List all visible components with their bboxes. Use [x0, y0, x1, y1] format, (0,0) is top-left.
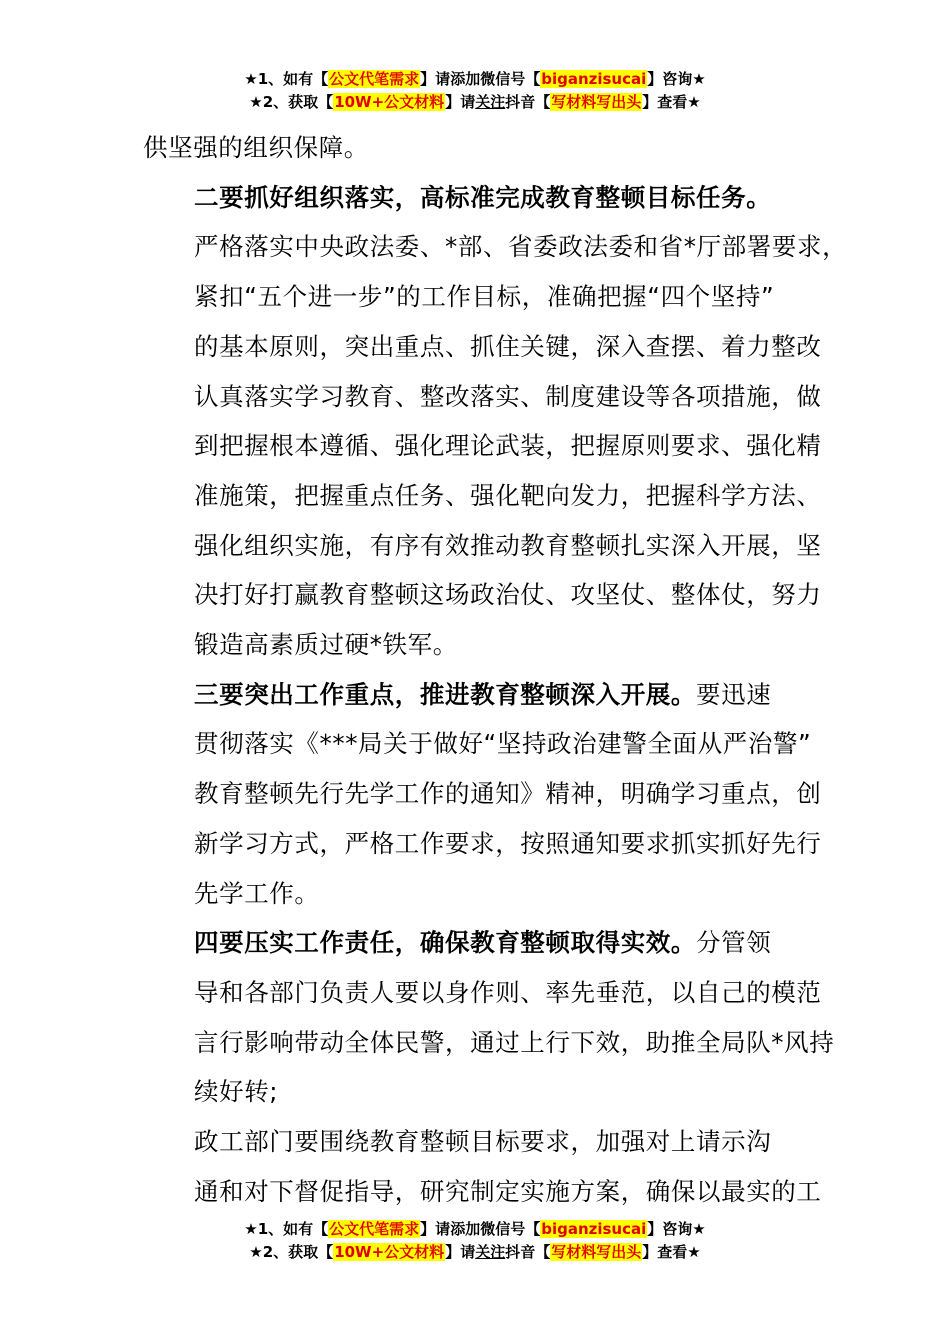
paragraph-heading: 四要压实工作责任，确保教育整顿取得实效。: [194, 928, 696, 958]
banner-highlight: 公文代笔需求: [329, 1220, 420, 1238]
banner-highlight: 写材料写出头: [551, 93, 642, 111]
paragraph-5: 政工部门要围绕教育整顿目标要求，加强对上请示沟 通和对下督促指导，研究制定实施方案，确保以最实的工: [194, 1127, 822, 1206]
banner-highlight: 写材料写出头: [551, 1243, 642, 1261]
banner-highlight: 10W+公文材料: [334, 93, 445, 111]
paragraph-2: 二要抓好组织落实，高标准完成教育整顿目标任务。 严格落实中央政法委、*部、省委政法委和省*厅部署要求， 紧扣“五个进一步”的工作目标，准确把握“四个坚持” 的基本原则，突出重点、抓住关键，深入查摆、着力整改 认真落实学习教育、整改落实、制度建设等各项措施，做 到把握根本遵循、强化理论武装，把握原则要求、强化精 准施策，把握重点任务、强化靶向发力，把握科学方法、 强化组织实施，有序有效推动教育整顿扎实深入开展，坚 决打好打赢教育整顿这场政治仗、攻坚仗、整体仗，努力 锻造高素质过硬*铁军。: [143, 173, 833, 670]
footer-banner: [0, 1218, 950, 1264]
banner-line-2: ★2、获取【10W+公文材料】请关注抖音【写材料写出头】查看★: [249, 93, 701, 111]
banner-highlight: 公文代笔需求: [329, 70, 420, 88]
paragraph-4: 四要压实工作责任，确保教育整顿取得实效。分管领 导和各部门负责人要以身作则、率先垂范，以自己的模范 言行影响带动全体民警，通过上行下效，助推全局队*风持 续好转;: [194, 928, 835, 1107]
banner-line-2: ★2、获取【10W+公文材料】请关注抖音【写材料写出头】查看★: [249, 1243, 701, 1261]
banner-highlight: biganzisucai: [541, 1220, 647, 1238]
banner-line-1: ★1、如有【公文代笔需求】请添加微信号【biganzisucai】咨询★: [244, 70, 706, 88]
banner-highlight: biganzisucai: [541, 70, 647, 88]
paragraph-heading: 二要抓好组织落实，高标准完成教育整顿目标任务。: [194, 182, 772, 212]
banner-line-1: ★1、如有【公文代笔需求】请添加微信号【biganzisucai】咨询★: [244, 1220, 706, 1238]
header-banner: [0, 68, 950, 114]
paragraph-3: 三要突出工作重点，推进教育整顿深入开展。要迅速 贯彻落实《***局关于做好“坚持政治建警全面从严治警” 教育整顿先行先学工作的通知》精神，明确学习重点，创 新学习方式，严格工作要求，按照通知要求抓实抓好先行 先学工作。: [194, 679, 822, 908]
paragraph-heading: 三要突出工作重点，推进教育整顿深入开展。: [194, 679, 696, 709]
document-body: [143, 123, 848, 1216]
paragraph-continued: 供坚强的组织保障。: [143, 133, 369, 162]
banner-highlight: 10W+公文材料: [334, 1243, 445, 1261]
